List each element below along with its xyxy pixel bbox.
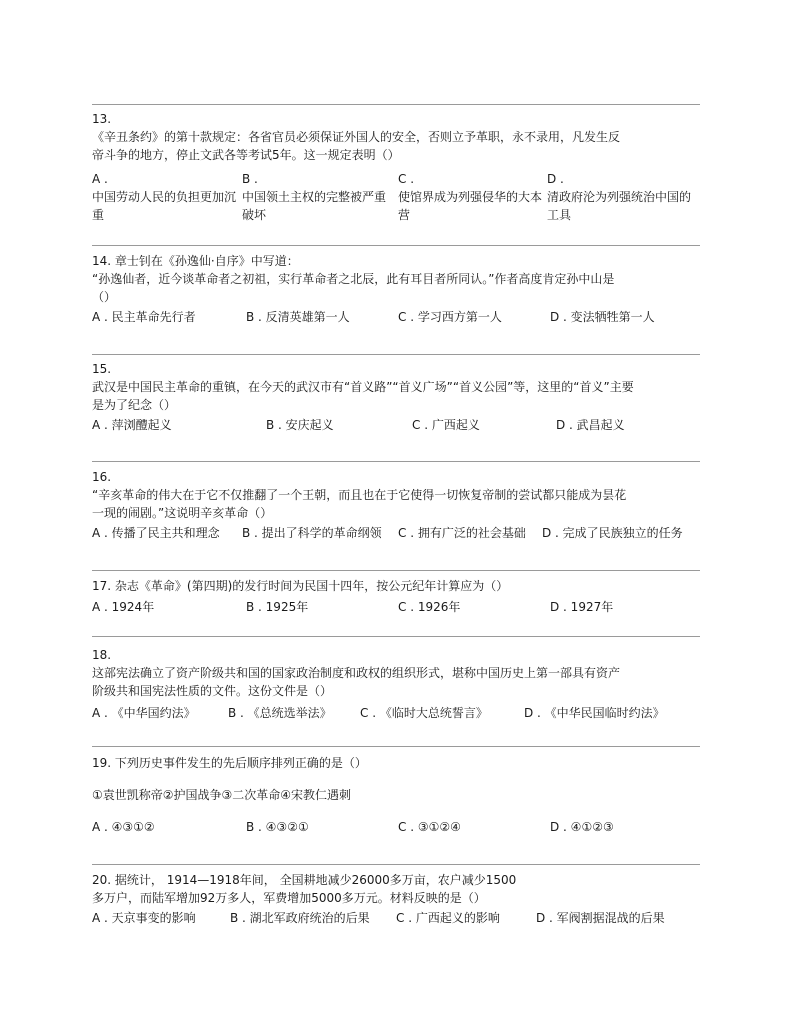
option-a[interactable]: A . 民主革命先行者 [92,310,196,324]
question-divider [92,636,700,637]
option-b[interactable]: B . 安庆起义 [266,418,334,432]
question-number: 15. [92,362,112,376]
question-stem-line: 一现的闹剧。”这说明辛亥革命（） [92,506,273,520]
question-divider [92,570,700,571]
option-letter: A . [92,172,108,186]
option-c[interactable] [398,170,546,224]
option-d[interactable]: D . 变法牺牲第一人 [550,310,655,324]
option-b[interactable]: B . 提出了科学的革命纲领 [242,526,382,540]
question-stem-line: 帝斗争的地方，停止文武各等考试5年。这一规定表明（） [92,148,400,162]
question-divider [92,245,700,246]
question-16 [92,468,700,543]
question-number: 13. [92,112,112,126]
question-stem-line: 阶级共和国宪法性质的文件。这份文件是（） [92,684,333,698]
option-c[interactable]: C . 拥有广泛的社会基础 [398,526,526,540]
question-stem-line: （） [92,290,117,304]
question-stem-line: 武汉是中国民主革命的重镇，在今天的武汉市有“首义路”“首义广场”“首义公园”等，这里的“首义”主要 [92,380,634,394]
question-stem-line: 是为了纪念（） [92,398,177,412]
question-divider [92,354,700,355]
option-text: 中国领土主权的完整被严重破坏 [242,190,387,222]
option-row [92,416,700,435]
option-letter: B . [242,172,258,186]
option-d[interactable]: D . 完成了民族独立的任务 [542,526,683,540]
option-a[interactable]: A . 传播了民主共和理念 [92,526,220,540]
option-b[interactable]: B . 湖北军政府统治的后果 [230,911,370,925]
question-number: 16. [92,470,112,484]
question-stem-line: 20. 据统计， 1914—1918年间， 全国耕地减少26000多万亩，农户减少1500 [92,873,517,887]
question-14 [92,252,700,327]
question-divider [92,864,700,865]
option-d[interactable] [547,170,695,224]
option-a[interactable]: A . 1924年 [92,600,155,614]
question-divider [92,746,700,747]
option-b[interactable]: B . 《总统选举法》 [228,706,332,720]
question-15 [92,360,700,435]
question-stem-line: 17. 杂志《革命》(第四期)的发行时间为民国十四年，按公元纪年计算应为（） [92,579,509,593]
question-18 [92,646,700,723]
option-d[interactable]: D . 《中华民国临时约法》 [524,706,665,720]
question-stem-line: 这部宪法确立了资产阶级共和国的国家政治制度和政权的组织形式，堪称中国历史上第一部具有资产 [92,666,621,680]
option-a[interactable]: A . 《中华国约法》 [92,706,196,720]
option-letter: D . [547,172,564,186]
question-stem-line: 多万户，而陆军增加92万多人，军费增加5000多万元。材料反映的是（） [92,891,486,905]
option-text: 使馆界成为列强侵华的大本营 [398,190,543,222]
option-letter: C . [398,172,415,186]
option-d[interactable]: D . 武昌起义 [556,418,625,432]
option-row [92,704,700,723]
option-row [92,909,700,928]
option-b[interactable] [242,170,390,224]
question-stem-line: 14. 章士钊在《孙逸仙·自序》中写道： [92,254,299,268]
question-stem-line: “孙逸仙者，近今谈革命者之初祖，实行革命者之北辰，此有耳目者所同认。”作者高度肯定孙中山是 [92,272,615,286]
option-c[interactable]: C . ③①②④ [398,820,461,834]
option-a[interactable]: A . 天京事变的影响 [92,911,196,925]
option-text: 中国劳动人民的负担更加沉重 [92,190,237,222]
option-b[interactable]: B . 1925年 [246,600,309,614]
question-17 [92,577,700,617]
question-stem-line: “辛亥革命的伟大在于它不仅推翻了一个王朝，而且也在于它使得一切恢复帝制的尝试都只能成为昙花 [92,488,627,502]
question-divider [92,104,700,105]
option-b[interactable]: B . 反清英雄第一人 [246,310,350,324]
option-c[interactable]: C . 广西起义的影响 [396,911,500,925]
question-13 [92,110,700,226]
option-c[interactable]: C . 广西起义 [412,418,480,432]
option-a[interactable]: A . 萍浏醴起义 [92,418,172,432]
question-19 [92,754,700,837]
option-c[interactable]: C . 《临时大总统誓言》 [360,706,488,720]
question-20 [92,871,700,928]
question-stem-line: ①袁世凯称帝②护国战争③二次革命④宋教仁遇刺 [92,788,352,802]
option-row [92,598,700,617]
option-d[interactable]: D . 军阀割据混战的后果 [536,911,665,925]
option-a[interactable]: A . ④③①② [92,820,155,834]
option-c[interactable]: C . 1926年 [398,600,461,614]
option-row [92,524,700,543]
question-number: 18. [92,648,112,662]
option-d[interactable]: D . ④①②③ [550,820,614,834]
option-row [92,818,700,837]
option-row [92,308,700,327]
option-grid [92,170,700,226]
option-c[interactable]: C . 学习西方第一人 [398,310,502,324]
question-stem-line: 19. 下列历史事件发生的先后顺序排列正确的是（） [92,756,367,770]
option-a[interactable] [92,170,240,224]
option-text: 清政府沦为列强统治中国的工具 [547,190,692,222]
question-divider [92,461,700,462]
question-stem-line: 《辛丑条约》的第十款规定：各省官员必须保证外国人的安全，否则立予革职，永不录用，凡发生反 [92,130,621,144]
option-d[interactable]: D . 1927年 [550,600,614,614]
option-b[interactable]: B . ④③②① [246,820,309,834]
